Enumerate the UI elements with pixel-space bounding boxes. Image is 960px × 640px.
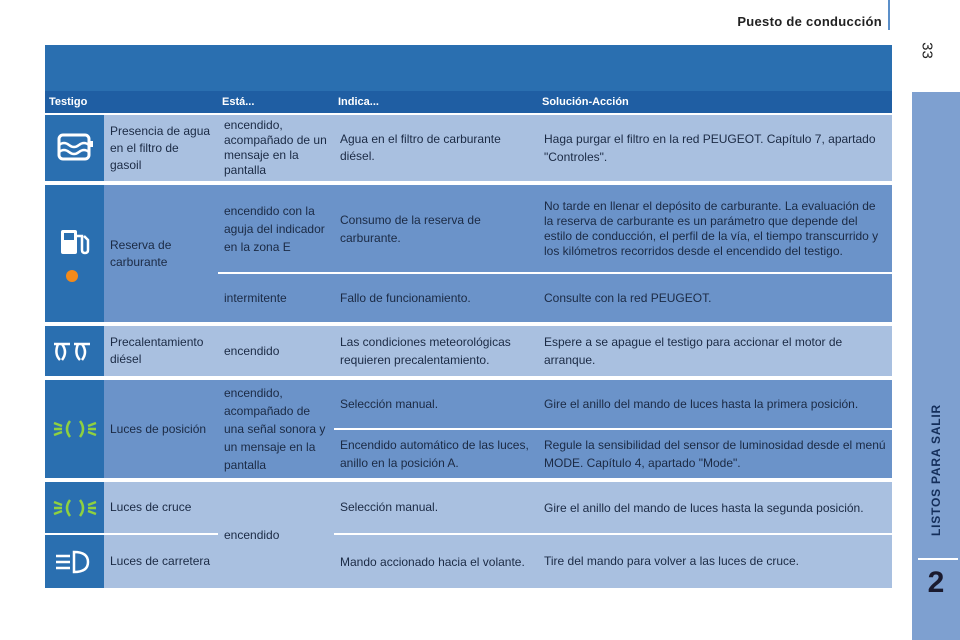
cell-esta: intermitente bbox=[218, 274, 334, 322]
col-header-indica: Indica... bbox=[334, 91, 538, 113]
cell-indica: Fallo de funcionamiento. bbox=[334, 274, 538, 322]
fuel-pump-icon bbox=[55, 224, 95, 284]
table-banner bbox=[45, 45, 892, 91]
cell-testigo: Precalentamiento diésel bbox=[104, 326, 218, 376]
cell-solucion: Gire el anillo del mando de luces hasta la primera posición. bbox=[538, 380, 892, 428]
cell-solucion: Consulte con la red PEUGEOT. bbox=[538, 274, 892, 322]
water-in-fuel-icon bbox=[55, 131, 95, 165]
cell-solucion: Espere a se apague el testigo para accionar el motor de arranque. bbox=[538, 326, 892, 376]
table-row-icon bbox=[45, 535, 104, 588]
cell-testigo: Luces de cruce bbox=[104, 482, 218, 533]
cell-indica: Las condiciones meteorológicas requieren precalentamiento. bbox=[334, 326, 538, 376]
header-rule bbox=[888, 0, 890, 30]
cell-testigo: Presencia de agua en el filtro de gasoil bbox=[104, 115, 218, 181]
cell-esta: encendido, acompañado de una señal sonora y un mensaje en la pantalla bbox=[218, 380, 334, 478]
cell-solucion: Regule la sensibilidad del sensor de luminosidad desde el menú MODE. Capítulo 4, apartado "Mode". bbox=[538, 430, 892, 478]
cell-solucion: No tarde en llenar el depósito de carburante. La evaluación de la reserva de carburante es un parámetro que depende del estilo de conducción, el perfil de la vía, el tiempo transcurrido y los kilómetros recorridos desde el encendido del testigo. bbox=[538, 185, 892, 272]
cell-testigo: Luces de posición bbox=[104, 380, 218, 478]
col-header-testigo: Testigo bbox=[45, 91, 218, 113]
col-header-esta: Está... bbox=[218, 91, 334, 113]
main-beam-icon bbox=[52, 548, 98, 576]
cell-solucion: Gire el anillo del mando de luces hasta la segunda posición. bbox=[538, 482, 892, 533]
cell-testigo: Reserva de carburante bbox=[104, 185, 218, 322]
cell-solucion: Tire del mando para volver a las luces de cruce. bbox=[538, 535, 892, 588]
page-number: 33 bbox=[918, 42, 936, 59]
cell-indica: Encendido automático de las luces, anillo en la posición A. bbox=[334, 430, 538, 478]
chapter-tab-divider bbox=[918, 558, 958, 560]
cell-indica: Selección manual. bbox=[334, 482, 538, 533]
cell-esta: encendido bbox=[218, 482, 334, 588]
cell-esta: encendido con la aguja del indicador en la zona E bbox=[218, 185, 334, 272]
cell-indica: Agua en el filtro de carburante diésel. bbox=[334, 115, 538, 181]
page-header-title: Puesto de conducción bbox=[737, 14, 882, 29]
chapter-tab-label: LISTOS PARA SALIR bbox=[929, 403, 943, 537]
cell-solucion: Haga purgar el filtro en la red PEUGEOT. Capítulo 7, apartado "Controles". bbox=[538, 115, 892, 181]
cell-indica: Mando accionado hacia el volante. bbox=[334, 535, 538, 588]
cell-esta: encendido, acompañado de un mensaje en la pantalla bbox=[218, 115, 334, 181]
dipped-beam-icon bbox=[52, 494, 98, 522]
table-row-icon bbox=[45, 326, 104, 376]
col-header-solucion: Solución-Acción bbox=[538, 91, 892, 113]
cell-indica: Selección manual. bbox=[334, 380, 538, 428]
preheat-coil-icon bbox=[52, 338, 98, 364]
table-row-icon bbox=[45, 380, 104, 478]
cell-esta: encendido bbox=[218, 326, 334, 376]
cell-indica: Consumo de la reserva de carburante. bbox=[334, 185, 538, 272]
warning-lights-table bbox=[45, 45, 892, 591]
chapter-number: 2 bbox=[927, 566, 945, 599]
table-row-icon bbox=[45, 115, 104, 181]
table-row-icon bbox=[45, 482, 104, 533]
cell-testigo: Luces de carretera bbox=[104, 535, 218, 588]
table-row-icon bbox=[45, 185, 104, 322]
sidelights-icon bbox=[52, 415, 98, 443]
